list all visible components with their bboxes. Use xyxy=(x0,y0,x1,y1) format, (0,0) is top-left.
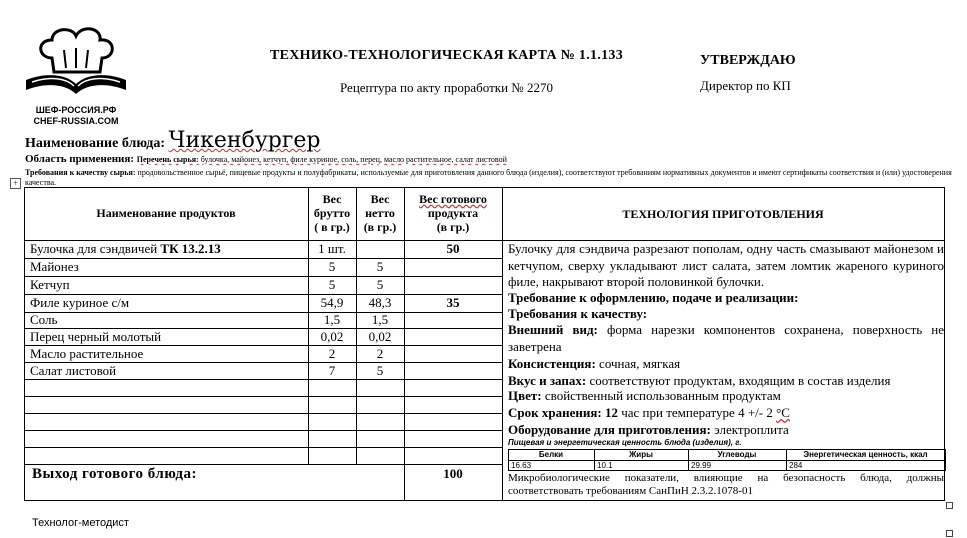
output-value: 100 xyxy=(443,466,463,481)
dish-label: Наименование блюда: xyxy=(25,136,165,151)
product-net: 2 xyxy=(376,346,384,361)
col-header-name: Наименование продуктов xyxy=(96,206,236,220)
equipment: Оборудование для приготовления: электроплита xyxy=(508,422,789,437)
color: Цвет: свойственный использованным продуктам xyxy=(508,388,781,403)
product-gross: 0,02 xyxy=(320,329,344,344)
product-gross: 7 xyxy=(328,363,336,378)
scope-label: Область применения: xyxy=(25,153,134,165)
appearance: Внешний вид: форма нарезки компонентов сохранена, поверхность не заветрена xyxy=(508,322,944,354)
product-ready: 50 xyxy=(446,241,460,256)
document-title: ТЕХНИКО-ТЕХНОЛОГИЧЕСКАЯ КАРТА № 1.1.133 xyxy=(270,48,624,63)
net-line-1: Вес xyxy=(370,192,390,206)
raw-requirements xyxy=(25,168,955,188)
net-line-2: нетто xyxy=(365,206,395,220)
col-header-gross xyxy=(308,192,356,234)
product-net: 1,5 xyxy=(371,312,389,327)
quality-requirements: Требования к качеству: xyxy=(508,306,648,321)
product-gross: 1,5 xyxy=(323,312,341,327)
raw-materials-text: булочка, майонез, кетчуп, филе куриное, соль, перец, масло растительное, салат листовой xyxy=(198,155,507,164)
raw-requirements-label: Требования к качеству сырья: xyxy=(25,168,136,177)
gross-line-2: брутто xyxy=(313,206,351,220)
raw-requirements-text: продовольственное сырьё, пищевые продукты и полуфабрикаты, используемые для приготовления данного блюда (изделия), соответствуют требованиям нормативных документов и имеют сертификаты соответствия и (или) удостоверения качества. xyxy=(25,168,952,187)
document-subtitle: Рецептура по акту проработки № 2270 xyxy=(340,80,553,95)
product-gross: 54,9 xyxy=(320,295,344,310)
col-header-net xyxy=(356,192,404,234)
logo-text-ru: ШЕФ-РОССИЯ.РФ xyxy=(35,105,117,115)
net-line-3: (в гр.) xyxy=(363,220,397,234)
product-net: 0,02 xyxy=(368,329,392,344)
microbiology-note: Микробиологические показатели, влияющие на безопасность блюда, должны соответствовать требованиям СанПиН 2.3.2.1078-01 xyxy=(508,472,944,497)
product-name: Кетчуп xyxy=(30,277,70,292)
table-move-handle-icon[interactable]: + xyxy=(10,178,21,189)
chef-hat-book-icon xyxy=(22,22,130,100)
product-gross: 5 xyxy=(328,259,336,274)
product-name: Булочка для сэндвичей ТК 13.2.13 xyxy=(30,241,221,256)
ready-line-3: (в гр.) xyxy=(436,220,470,234)
product-name: Масло растительное xyxy=(30,346,144,361)
tech-description: Булочку для сэндвича разрезают пополам, одну часть смазывают майонезом и кетчупом, сверху укладывают лист салата, затем ломтик жареного куриного филе, накрывают второй половинкой булочки. xyxy=(508,241,944,289)
nutrition-header-fat: Жиры xyxy=(629,450,653,459)
logo-text-en: CHEF-RUSSIA.COM xyxy=(33,116,119,126)
table-resize-handle-icon[interactable] xyxy=(946,502,953,509)
approve-label: УТВЕРЖДАЮ xyxy=(700,53,796,68)
product-name: Перец черный молотый xyxy=(30,329,162,344)
product-gross: 1 шт. xyxy=(318,241,346,256)
dish-line xyxy=(25,128,321,153)
product-ready: 35 xyxy=(446,295,460,310)
product-name: Майонез xyxy=(30,259,79,274)
col-header-technology: ТЕХНОЛОГИЯ ПРИГОТОВЛЕНИЯ xyxy=(622,207,824,221)
product-net: 5 xyxy=(376,363,384,378)
shelf-life: Срок хранения: 12 час при температуре 4 +/- 2 °С xyxy=(508,405,790,420)
nutrition-header-carbs: Углеводы xyxy=(717,450,757,459)
consistency: Консистенция: сочная, мягкая xyxy=(508,356,681,371)
taste-smell: Вкус и запах: соответствуют продуктам, входящим в состав изделия xyxy=(508,373,891,388)
approve-position: Директор по КП xyxy=(700,78,791,93)
nutrition-caption: Пищевая и энергетическая ценность блюда (изделия), г. xyxy=(508,438,742,447)
product-name: Салат листовой xyxy=(30,363,117,378)
nutrition-value-energy: 284 xyxy=(789,461,803,470)
output-label: Выход готового блюда: xyxy=(32,466,198,482)
product-net: 5 xyxy=(376,259,384,274)
gross-line-3: ( в гр.) xyxy=(314,220,350,234)
nutrition-value-fat: 10.1 xyxy=(597,461,613,470)
technologist-signature: Технолог-методист xyxy=(32,517,129,529)
nutrition-header-protein: Белки xyxy=(538,450,564,459)
dish-name: Чикенбургер xyxy=(168,128,321,153)
ready-line-2: продукта xyxy=(427,206,479,220)
logo xyxy=(22,22,130,126)
scope-line xyxy=(25,153,955,165)
ready-line-1: Вес готового xyxy=(419,192,487,206)
gross-line-1: Вес xyxy=(322,192,342,206)
product-net: 48,3 xyxy=(368,295,392,310)
product-gross: 5 xyxy=(328,277,336,292)
product-net: 5 xyxy=(376,277,384,292)
serving-requirements: Требование к оформлению, подаче и реализации: xyxy=(508,290,799,305)
nutrition-value-carbs: 29.99 xyxy=(691,461,712,470)
product-name: Соль xyxy=(30,312,58,327)
product-gross: 2 xyxy=(328,346,336,361)
page-corner-icon xyxy=(946,530,953,537)
nutrition-value-protein: 16.63 xyxy=(511,461,532,470)
col-header-ready xyxy=(404,192,502,234)
nutrition-header-energy: Энергетическая ценность, ккал xyxy=(803,450,928,459)
product-name: Филе куриное с/м xyxy=(30,295,130,310)
raw-materials-label: Перечень сырья: xyxy=(136,155,199,164)
